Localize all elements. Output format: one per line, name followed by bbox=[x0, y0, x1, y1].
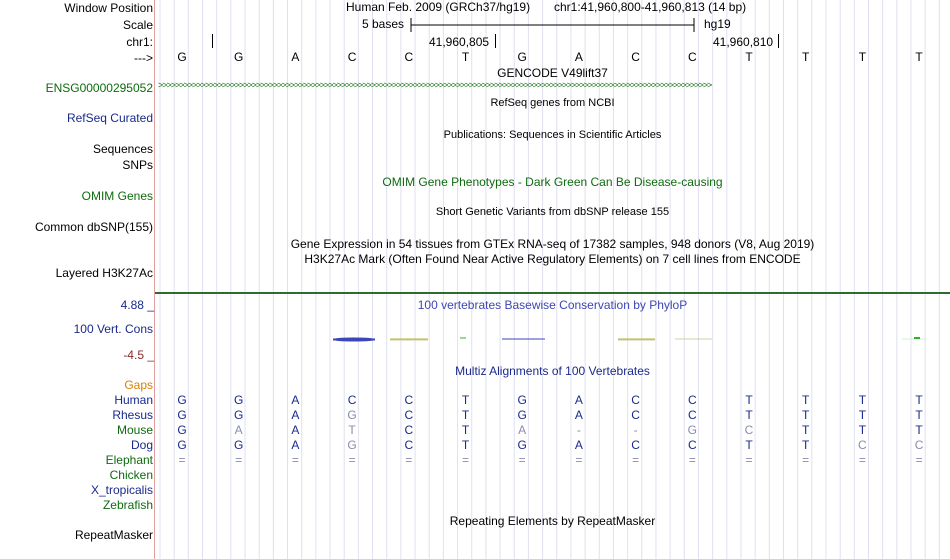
gencode-gene-arrows[interactable]: >>>>>>>>>>>>>>>>>>>>>>>>>>>>>>>>>>>>>>>>>>>>>>>>>>>>>>>>>>>>>>>>>>>>>>>>>>>>>>>>>>>>>>>>>>>>>>>>>>>>>>>>>>>>>>>>>>>>>>>>>>>>>>>>>> bbox=[158, 80, 712, 90]
species-label[interactable]: Zebrafish bbox=[102, 498, 153, 512]
aligned-base: G bbox=[687, 423, 697, 437]
reference-base: T bbox=[915, 50, 923, 64]
aligned-base: = bbox=[688, 453, 696, 467]
aligned-base: = bbox=[518, 453, 526, 467]
reference-base: G bbox=[517, 50, 527, 64]
sequences-track-label[interactable]: Sequences bbox=[92, 142, 153, 156]
aligned-base: C bbox=[631, 438, 640, 452]
aligned-base: C bbox=[631, 408, 640, 422]
multiz-title: Multiz Alignments of 100 Vertebrates bbox=[455, 364, 650, 378]
cons-signal bbox=[330, 334, 930, 346]
coord-label-1: 41,960,805 bbox=[429, 35, 490, 49]
gencode-track-label[interactable]: ENSG00000295052 bbox=[45, 81, 153, 95]
aligned-base: A bbox=[574, 393, 583, 407]
aligned-base: = bbox=[291, 453, 299, 467]
position-readout: chr1:41,960,800-41,960,813 (14 bp) bbox=[554, 0, 747, 14]
reference-base: C bbox=[631, 50, 640, 64]
aligned-base: G bbox=[347, 408, 357, 422]
cons-title: 100 vertebrates Basewise Conservation by PhyloP bbox=[417, 298, 688, 312]
aligned-base: T bbox=[802, 438, 810, 452]
aligned-base: T bbox=[802, 423, 810, 437]
aligned-base: G bbox=[517, 438, 527, 452]
aligned-base: G bbox=[177, 423, 187, 437]
aligned-base: A bbox=[574, 408, 583, 422]
aligned-base: C bbox=[347, 393, 357, 407]
aligned-base: - bbox=[633, 423, 638, 437]
reference-base: T bbox=[745, 50, 753, 64]
aligned-base: = bbox=[802, 453, 810, 467]
aligned-base: T bbox=[348, 423, 356, 437]
aligned-base: G bbox=[177, 408, 187, 422]
aligned-base: = bbox=[915, 453, 923, 467]
h3k27ac-title: H3K27Ac Mark (Often Found Near Active Regulatory Elements) on 7 cell lines from ENCODE bbox=[304, 252, 801, 266]
aligned-base: T bbox=[461, 423, 470, 437]
aligned-base: = bbox=[348, 453, 356, 467]
snps-track-label[interactable]: SNPs bbox=[122, 158, 153, 172]
aligned-base: = bbox=[235, 453, 243, 467]
ruler-tick bbox=[495, 34, 496, 48]
reference-base: A bbox=[291, 50, 300, 64]
aligned-base: A bbox=[291, 438, 300, 452]
omim-title: OMIM Gene Phenotypes - Dark Green Can Be Disease-causing bbox=[382, 175, 723, 189]
aligned-base: = bbox=[575, 453, 583, 467]
aligned-base: A bbox=[234, 423, 243, 437]
reference-base: G bbox=[177, 50, 187, 64]
ruler-tick bbox=[778, 34, 779, 48]
reference-base: C bbox=[687, 50, 697, 64]
dbsnp-track-label[interactable]: Common dbSNP(155) bbox=[34, 220, 153, 234]
gtex-title: Gene Expression in 54 tissues from GTEx RNA-seq of 17382 samples, 948 donors (V8, Aug 2019) bbox=[290, 237, 815, 251]
strand-label: ---> bbox=[134, 51, 153, 65]
publications-title: Publications: Sequences in Scientific Articles bbox=[443, 129, 662, 141]
aligned-base: C bbox=[631, 393, 640, 407]
reference-base: G bbox=[234, 50, 244, 64]
aligned-base: C bbox=[404, 393, 414, 407]
refseq-track-label[interactable]: RefSeq Curated bbox=[66, 111, 153, 125]
aligned-base: T bbox=[858, 408, 867, 422]
aligned-base: G bbox=[234, 393, 244, 407]
aligned-base: T bbox=[461, 408, 470, 422]
cons-max-label: 4.88 _ bbox=[120, 298, 154, 312]
repeatmasker-track-label[interactable]: RepeatMasker bbox=[74, 528, 153, 542]
aligned-base: = bbox=[632, 453, 640, 467]
aligned-base: G bbox=[517, 393, 527, 407]
repeatmasker-title: Repeating Elements by RepeatMasker bbox=[449, 514, 656, 528]
aligned-base: G bbox=[177, 438, 187, 452]
species-label[interactable]: Rhesus bbox=[112, 408, 153, 422]
aligned-base: C bbox=[404, 408, 414, 422]
aligned-base: T bbox=[461, 438, 470, 452]
aligned-base: C bbox=[404, 438, 414, 452]
aligned-base: G bbox=[177, 393, 187, 407]
aligned-base: A bbox=[574, 438, 583, 452]
aligned-base: = bbox=[461, 453, 469, 467]
omim-track-label[interactable]: OMIM Genes bbox=[81, 189, 153, 203]
species-label[interactable]: Mouse bbox=[116, 423, 153, 437]
aligned-base: C bbox=[687, 438, 697, 452]
species-label[interactable]: Dog bbox=[130, 438, 153, 452]
aligned-base: A bbox=[291, 393, 300, 407]
aligned-base: C bbox=[687, 408, 697, 422]
cons-min-label: -4.5 _ bbox=[123, 348, 154, 362]
reference-base: T bbox=[461, 50, 470, 64]
refseq-title: RefSeq genes from NCBI bbox=[490, 97, 615, 109]
reference-base: T bbox=[802, 50, 810, 64]
scale-label: Scale bbox=[122, 18, 153, 32]
gaps-label[interactable]: Gaps bbox=[124, 378, 153, 392]
scale-text: 5 bases bbox=[362, 17, 405, 31]
dbsnp-title: Short Genetic Variants from dbSNP release 155 bbox=[435, 206, 670, 218]
aligned-base: G bbox=[517, 408, 527, 422]
reference-base: A bbox=[574, 50, 583, 64]
aligned-base: T bbox=[745, 393, 753, 407]
aligned-base: T bbox=[858, 393, 867, 407]
coord-label-2: 41,960,810 bbox=[713, 35, 774, 49]
cons-track-label[interactable]: 100 Vert. Cons bbox=[73, 322, 153, 336]
reference-base: C bbox=[404, 50, 414, 64]
aligned-base: T bbox=[858, 423, 867, 437]
species-label[interactable]: Chicken bbox=[109, 468, 153, 482]
aligned-base: = bbox=[405, 453, 413, 467]
aligned-base: = bbox=[178, 453, 186, 467]
scale-db: hg19 bbox=[704, 17, 731, 31]
aligned-base: A bbox=[518, 423, 527, 437]
ruler-tick bbox=[212, 34, 213, 48]
reference-base: T bbox=[858, 50, 867, 64]
aligned-base: T bbox=[745, 438, 753, 452]
aligned-base: T bbox=[915, 408, 923, 422]
aligned-base: T bbox=[915, 393, 923, 407]
h3k27ac-track-label[interactable]: Layered H3K27Ac bbox=[55, 266, 153, 280]
aligned-base: C bbox=[404, 423, 414, 437]
aligned-base: T bbox=[802, 408, 810, 422]
aligned-base: G bbox=[234, 408, 244, 422]
gencode-title: GENCODE V49lift37 bbox=[497, 66, 608, 80]
aligned-base: A bbox=[291, 408, 300, 422]
aligned-base: T bbox=[461, 393, 470, 407]
aligned-base: G bbox=[234, 438, 244, 452]
aligned-base: T bbox=[802, 393, 810, 407]
aligned-base: T bbox=[745, 408, 753, 422]
window-position-label: Window Position bbox=[64, 1, 153, 15]
assembly-title: Human Feb. 2009 (GRCh37/hg19) bbox=[346, 0, 531, 14]
aligned-base: - bbox=[576, 423, 581, 437]
aligned-base: T bbox=[915, 423, 923, 437]
aligned-base: C bbox=[858, 438, 867, 452]
aligned-base: C bbox=[744, 423, 754, 437]
species-label[interactable]: Elephant bbox=[105, 453, 153, 467]
reference-bases-row bbox=[0, 50, 950, 64]
reference-base: C bbox=[347, 50, 357, 64]
species-label[interactable]: X_tropicalis bbox=[90, 483, 153, 497]
aligned-base: C bbox=[687, 393, 697, 407]
aligned-base: = bbox=[745, 453, 753, 467]
species-label[interactable]: Human bbox=[114, 393, 153, 407]
label-divider bbox=[154, 0, 155, 559]
aligned-base: G bbox=[347, 438, 357, 452]
scale-bar bbox=[410, 17, 698, 33]
aligned-base: = bbox=[858, 453, 866, 467]
track-separator bbox=[155, 292, 950, 294]
aligned-base: A bbox=[291, 423, 300, 437]
aligned-base: C bbox=[914, 438, 924, 452]
chrom-label: chr1: bbox=[126, 35, 153, 49]
